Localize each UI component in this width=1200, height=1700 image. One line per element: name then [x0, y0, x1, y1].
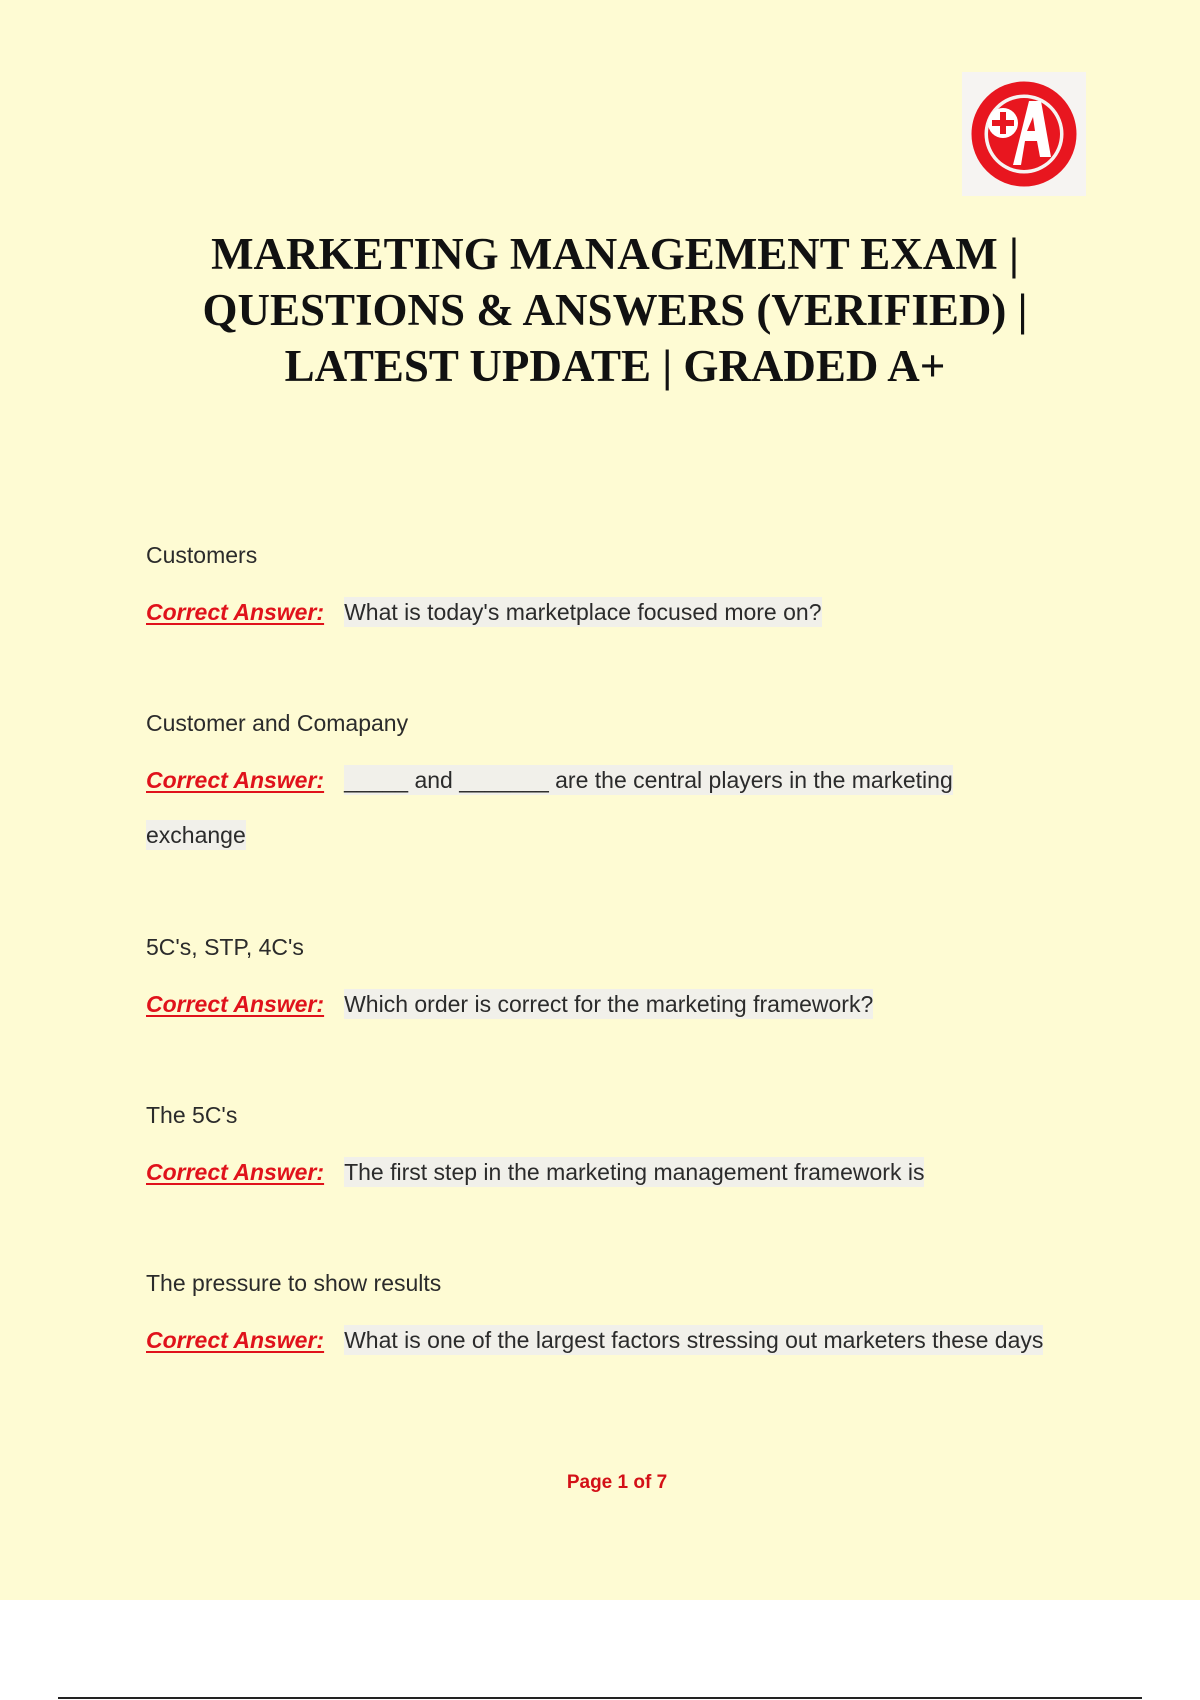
qa-question: What is today's marketplace focused more on?	[344, 599, 822, 625]
qa-term: Customers	[146, 542, 258, 568]
correct-answer-label: Correct Answer:	[146, 1327, 325, 1353]
document-title: MARKETING MANAGEMENT EXAM | QUESTIONS & ANSWERS (VERIFIED) | LATEST UPDATE | GRADED A+	[202, 229, 1028, 391]
qa-item	[146, 528, 1046, 640]
qa-term: The pressure to show results	[146, 1270, 442, 1296]
qa-question: What is one of the largest factors stressing out marketers these days	[344, 1327, 1044, 1353]
qa-answer	[146, 1145, 1046, 1200]
qa-answer	[146, 977, 1046, 1032]
correct-answer-label: Correct Answer:	[146, 767, 325, 793]
grade-a-plus-logo-icon	[962, 72, 1086, 196]
correct-answer-label: Correct Answer:	[146, 1159, 325, 1185]
qa-item	[146, 696, 1046, 863]
qa-item	[146, 920, 1046, 1032]
page-divider	[58, 1697, 1142, 1699]
qa-term: The 5C's	[146, 1102, 238, 1128]
qa-answer	[146, 1313, 1046, 1368]
qa-item	[146, 1088, 1046, 1200]
qa-item	[146, 1256, 1046, 1368]
qa-question: Which order is correct for the marketing framework?	[344, 991, 874, 1017]
qa-question: _____ and _______ are the central players in the marketing exchange	[146, 767, 953, 848]
qa-answer	[146, 753, 1046, 863]
correct-answer-label: Correct Answer:	[146, 991, 325, 1017]
correct-answer-label: Correct Answer:	[146, 599, 325, 625]
qa-answer	[146, 585, 1046, 640]
qa-question: The first step in the marketing management framework is	[344, 1159, 925, 1185]
page-number-footer: Page 1 of 7	[566, 1472, 668, 1493]
qa-term: Customer and Comapany	[146, 710, 409, 736]
qa-term: 5C's, STP, 4C's	[146, 934, 304, 960]
